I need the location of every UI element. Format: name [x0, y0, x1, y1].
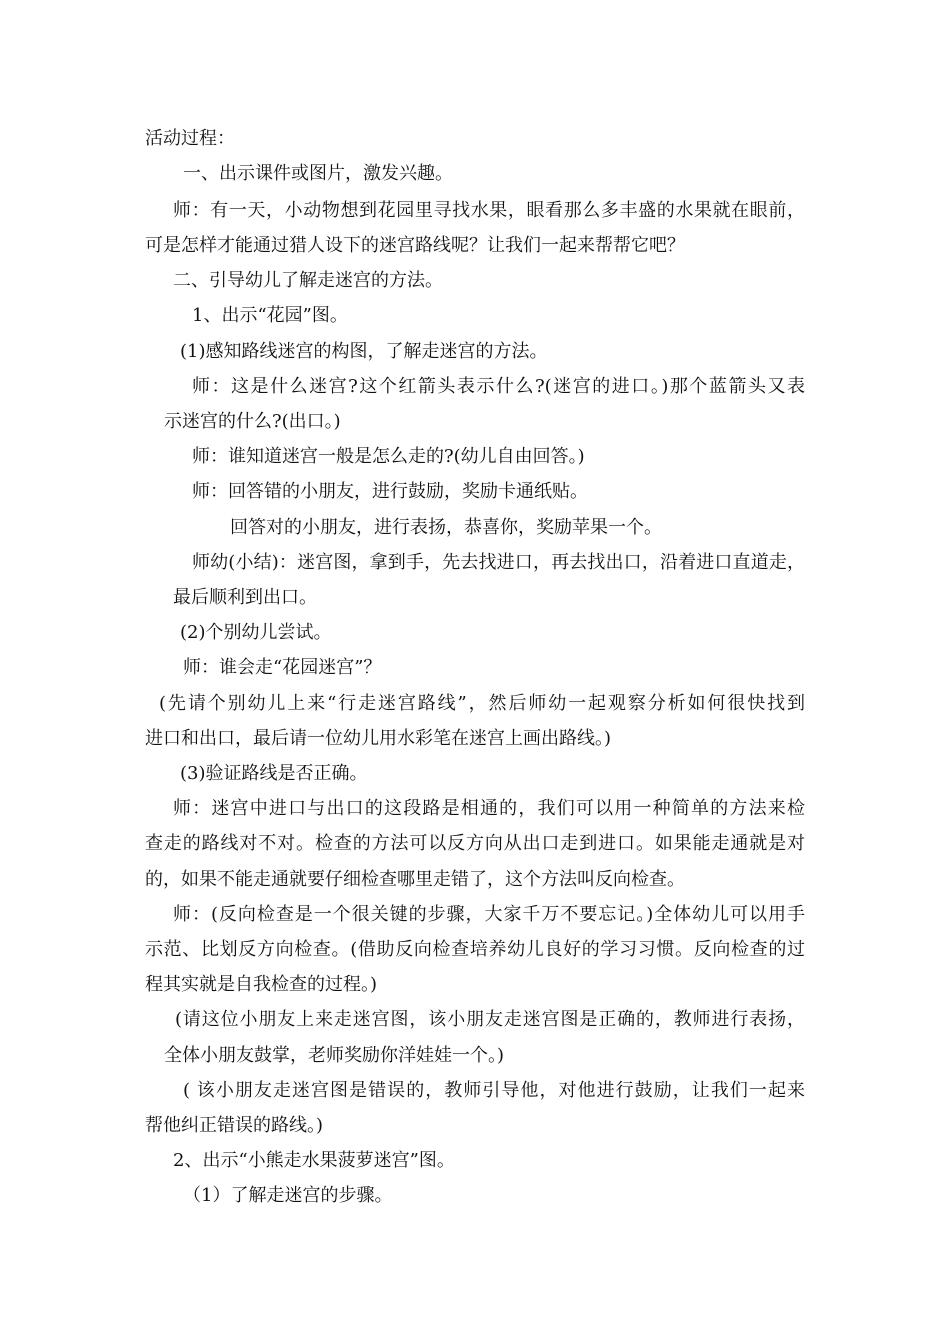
text-line: 活动过程：: [145, 128, 235, 149]
text-line: 师：谁会走“花园迷宫”？: [183, 657, 382, 678]
text-line: 师：迷宫中进口与出口的这段路是相通的，我们可以用一种简单的方法来检: [173, 798, 805, 819]
text-line: 一、出示课件或图片，激发兴趣。: [183, 163, 453, 184]
text-line: 二、引导幼儿了解走迷宫的方法。: [173, 270, 443, 291]
text-line: 师：回答错的小朋友，进行鼓励，奖励卡通纸贴。: [192, 481, 588, 502]
text-line: 的，如果不能走通就要仔细检查哪里走错了，这个方法叫反向检查。: [145, 869, 685, 890]
text-line: 全体小朋友鼓掌，老师奖励你洋娃娃一个。): [164, 1045, 505, 1066]
text-line: 最后顺利到出口。: [173, 587, 317, 608]
text-line: 可是怎样才能通过猎人设下的迷宫路线呢？让我们一起来帮帮它吧？: [145, 235, 685, 256]
text-line: (先请个别幼儿上来“行走迷宫路线”，然后师幼一起观察分析如何很快找到: [159, 693, 805, 714]
text-line: 程其实就是自我检查的过程。): [145, 974, 378, 995]
text-line: (2)个别幼儿尝试。: [180, 622, 332, 643]
text-line: 进口和出口，最后请一位幼儿用水彩笔在迷宫上画出路线。): [145, 728, 612, 749]
text-line: ( 该小朋友走迷宫图是错误的，教师引导他，对他进行鼓励，让我们一起来: [183, 1080, 805, 1101]
text-line: 师：有一天，小动物想到花园里寻找水果，眼看那么多丰盛的水果就在眼前，: [173, 200, 805, 221]
text-line: (1)感知路线迷宫的构图，了解走迷宫的方法。: [180, 341, 548, 362]
text-line: 师：谁知道迷宫一般是怎么走的?(幼儿自由回答。): [192, 446, 585, 467]
text-line: 示迷宫的什么?(出口。): [164, 411, 341, 432]
text-line: 回答对的小朋友，进行表扬，恭喜你，奖励苹果一个。: [230, 517, 662, 538]
text-line: 帮他纠正错误的路线。): [145, 1115, 324, 1136]
text-line: 示范、比划反方向检查。(借助反向检查培养幼儿良好的学习习惯。反向检查的过: [145, 939, 805, 960]
text-line: 1、出示“花园”图。: [192, 305, 348, 326]
text-line: 查走的路线对不对。检查的方法可以反方向从出口走到进口。如果能走通就是对: [145, 833, 805, 854]
text-line: (3)验证路线是否正确。: [180, 763, 368, 784]
text-line: 师：这是什么迷宫?这个红箭头表示什么?(迷宫的进口。)那个蓝箭头又表: [192, 376, 805, 397]
text-line: 师：(反向检查是一个很关键的步骤，大家千万不要忘记。)全体幼儿可以用手: [173, 904, 805, 925]
text-line: 师幼(小结)：迷宫图，拿到手，先去找进口，再去找出口，沿着进口直道走，: [192, 552, 805, 573]
text-line: （1）了解走迷宫的步骤。: [183, 1185, 393, 1206]
text-line: (请这位小朋友上来走迷宫图，该小朋友走迷宫图是正确的，教师进行表扬，: [175, 1009, 805, 1030]
text-line: 2、出示“小熊走水果菠萝迷宫”图。: [173, 1150, 455, 1171]
